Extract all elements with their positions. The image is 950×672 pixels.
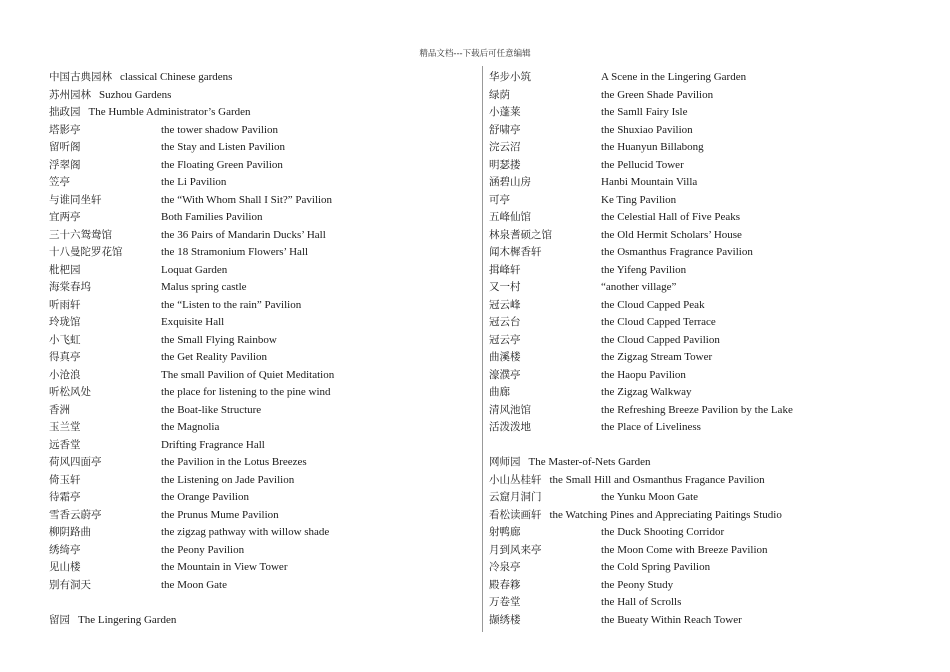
chinese-term: 留园	[49, 613, 70, 626]
chinese-term: 绣绮亭	[49, 543, 81, 556]
glossary-row	[489, 139, 929, 157]
chinese-term: 撷绣楼	[489, 613, 521, 626]
glossary-row	[49, 139, 474, 157]
garden-heading-row	[489, 472, 929, 490]
chinese-term: 远香堂	[49, 438, 81, 451]
chinese-term: 涵碧山房	[489, 176, 531, 188]
glossary-row	[489, 594, 929, 612]
english-translation: the Refreshing Breeze Pavilion by the Lake	[601, 403, 793, 416]
english-translation: the Pavilion in the Lotus Breezes	[161, 456, 307, 468]
glossary-row	[49, 472, 474, 490]
glossary-row	[489, 69, 929, 87]
glossary-row	[49, 454, 474, 472]
glossary-row	[49, 437, 474, 455]
english-translation: the Floating Green Pavilion	[161, 158, 283, 171]
english-translation: the Pellucid Tower	[601, 158, 684, 171]
chinese-term: 海棠春坞	[49, 281, 91, 293]
garden-heading-row	[489, 454, 929, 472]
glossary-row	[489, 367, 929, 385]
chinese-term: 万卷堂	[489, 596, 521, 608]
glossary-row	[489, 419, 929, 437]
glossary-row	[49, 507, 474, 525]
right-column	[489, 69, 929, 629]
chinese-term: 舒啸亭	[489, 123, 521, 136]
chinese-term: 听松风处	[49, 386, 91, 398]
chinese-term: 香洲	[49, 403, 70, 416]
glossary-row	[489, 542, 929, 560]
chinese-term: 塔影亭	[49, 123, 81, 136]
english-translation: the Shuxiao Pavilion	[601, 123, 693, 136]
english-translation: the Small Hill and Osmanthus Fragance Pavilion	[549, 473, 765, 486]
english-translation: the 18 Stramonium Flowers’ Hall	[161, 246, 309, 258]
english-translation: the Huanyun Billabong	[601, 141, 704, 153]
chinese-term: 绿荫	[489, 88, 510, 101]
chinese-term: 濠濮亭	[489, 368, 521, 381]
english-translation: the Place of Liveliness	[601, 421, 701, 433]
chinese-term: 三十六鸳鸯馆	[49, 228, 112, 241]
chinese-term: 小山丛桂轩	[489, 473, 542, 486]
chinese-term: 倚玉轩	[49, 473, 81, 486]
glossary-row	[49, 489, 474, 507]
english-translation: the Cloud Capped Terrace	[601, 316, 716, 328]
english-translation: the tower shadow Pavilion	[161, 123, 279, 136]
chinese-term: 月到风来亭	[489, 543, 542, 556]
garden-heading-row	[489, 507, 929, 525]
chinese-term: 明瑟搂	[489, 158, 521, 171]
glossary-row	[489, 262, 929, 280]
chinese-term: 拙政园	[49, 106, 81, 118]
english-translation: Ke Ting Pavilion	[601, 193, 677, 206]
chinese-term: 林泉耆硕之馆	[489, 228, 552, 241]
english-translation: The Master-of-Nets Garden	[528, 456, 651, 468]
glossary-row	[489, 209, 929, 227]
english-translation: the Zigzag Walkway	[601, 386, 692, 398]
english-translation: the zigzag pathway with willow shade	[161, 526, 330, 538]
chinese-term: 云窟月洞门	[489, 491, 542, 503]
english-translation: the Cold Spring Pavilion	[601, 561, 711, 573]
glossary-row	[49, 227, 474, 245]
glossary-row	[49, 419, 474, 437]
glossary-row	[49, 174, 474, 192]
english-translation: the Cloud Capped Peak	[601, 298, 705, 311]
english-translation: the place for listening to the pine wind	[161, 386, 331, 398]
glossary-row	[49, 122, 474, 140]
chinese-term: 别有洞天	[49, 578, 91, 591]
chinese-term: 冠云峰	[489, 298, 521, 311]
chinese-term: 殿春簃	[489, 578, 521, 591]
glossary-row	[489, 489, 929, 507]
garden-heading-row	[49, 87, 474, 105]
english-translation: Exquisite Hall	[161, 316, 225, 328]
glossary-row	[49, 524, 474, 542]
english-translation: the Moon Gate	[161, 578, 227, 591]
glossary-row	[49, 279, 474, 297]
english-translation: the Peony Study	[601, 578, 674, 591]
page-header: 精品文档---下载后可任意编辑	[419, 49, 531, 59]
english-translation: A Scene in the Lingering Garden	[601, 71, 747, 83]
english-translation: the Samll Fairy Isle	[601, 106, 688, 118]
glossary-row	[489, 349, 929, 367]
chinese-term: 网师园	[489, 456, 521, 468]
chinese-term: 雪香云蔚亭	[49, 508, 102, 521]
glossary-row	[49, 297, 474, 315]
glossary-row	[489, 402, 929, 420]
glossary-row	[489, 577, 929, 595]
chinese-term: 小沧浪	[49, 368, 81, 381]
garden-heading-row	[49, 69, 474, 87]
chinese-term: 又一村	[489, 281, 521, 293]
chinese-term: 活泼泼地	[489, 421, 531, 433]
english-translation: Suzhou Gardens	[99, 88, 172, 101]
english-translation: the Stay and Listen Pavilion	[161, 141, 286, 153]
chinese-term: 笠亭	[49, 176, 70, 188]
spacer-row	[49, 594, 474, 612]
column-divider	[482, 66, 483, 632]
chinese-term: 荷风四面亭	[49, 456, 102, 468]
chinese-term: 十八曼陀罗花馆	[49, 246, 123, 258]
english-translation: the Celestial Hall of Five Peaks	[601, 211, 740, 223]
glossary-row	[49, 314, 474, 332]
chinese-term: 冠云台	[489, 316, 521, 328]
english-translation: the “With Whom Shall I Sit?” Pavilion	[161, 193, 333, 206]
english-translation: Malus spring castle	[161, 281, 247, 293]
english-translation: the Bueaty Within Reach Tower	[601, 613, 742, 626]
chinese-term: 柳阴路曲	[49, 526, 91, 538]
chinese-term: 与谁同坐轩	[49, 193, 102, 206]
chinese-term: 得真亭	[49, 351, 81, 363]
glossary-row	[489, 559, 929, 577]
english-translation: the Orange Pavilion	[161, 491, 249, 503]
english-translation: the Cloud Capped Pavilion	[601, 333, 720, 346]
english-translation: Drifting Fragrance Hall	[161, 438, 265, 451]
glossary-row	[49, 367, 474, 385]
english-translation: the Zigzag Stream Tower	[601, 351, 713, 363]
glossary-row	[49, 262, 474, 280]
chinese-term: 小蓬莱	[489, 106, 521, 118]
glossary-row	[489, 122, 929, 140]
glossary-row	[49, 542, 474, 560]
chinese-term: 浮翠阁	[49, 158, 81, 171]
glossary-row	[489, 297, 929, 315]
english-translation: the Yifeng Pavilion	[601, 263, 687, 276]
glossary-row	[489, 174, 929, 192]
glossary-row	[489, 612, 929, 630]
english-translation: classical Chinese gardens	[120, 71, 233, 83]
chinese-term: 揖峰轩	[489, 263, 521, 276]
chinese-term: 冷泉亭	[489, 561, 521, 573]
chinese-term: 射鸭廊	[489, 526, 521, 538]
english-translation: the Get Reality Pavilion	[161, 351, 268, 363]
chinese-term: 见山楼	[49, 561, 81, 573]
glossary-row	[489, 384, 929, 402]
english-translation: the Osmanthus Fragrance Pavilion	[601, 246, 753, 258]
english-translation: the Mountain in View Tower	[161, 561, 288, 573]
chinese-term: 玉兰堂	[49, 421, 81, 433]
english-translation: The Lingering Garden	[78, 613, 177, 626]
english-translation: the Haopu Pavilion	[601, 368, 686, 381]
chinese-term: 清风池馆	[489, 403, 531, 416]
english-translation: the Small Flying Rainbow	[161, 333, 277, 346]
glossary-row	[489, 104, 929, 122]
english-translation: “another village”	[601, 281, 677, 293]
glossary-row	[489, 332, 929, 350]
glossary-row	[489, 244, 929, 262]
garden-heading-row	[49, 104, 474, 122]
glossary-row	[489, 524, 929, 542]
chinese-term: 中国古典园林	[49, 71, 112, 83]
english-translation: the Watching Pines and Appreciating Paitings Studio	[549, 508, 782, 521]
english-translation: the Peony Pavilion	[161, 543, 245, 556]
english-translation: the Duck Shooting Corridor	[601, 526, 725, 538]
english-translation: the Old Hermit Scholars’ House	[601, 228, 742, 241]
english-translation: the Green Shade Pavilion	[601, 88, 714, 101]
glossary-row	[489, 227, 929, 245]
chinese-term: 枇杷园	[49, 263, 81, 276]
chinese-term: 留听阁	[49, 141, 81, 153]
chinese-term: 曲廊	[489, 386, 510, 398]
glossary-row	[489, 192, 929, 210]
english-translation: the Magnolia	[161, 421, 220, 433]
glossary-row	[489, 314, 929, 332]
chinese-term: 宜两亭	[49, 211, 81, 223]
english-translation: the “Listen to the rain” Pavilion	[161, 298, 302, 311]
glossary-row	[49, 349, 474, 367]
glossary-row	[489, 157, 929, 175]
glossary-row	[489, 87, 929, 105]
chinese-term: 小飞虹	[49, 333, 81, 346]
chinese-term: 华步小筑	[489, 71, 531, 83]
left-column	[49, 69, 474, 629]
glossary-row	[49, 384, 474, 402]
english-translation: the Listening on Jade Pavilion	[161, 473, 295, 486]
glossary-row	[49, 192, 474, 210]
glossary-row	[489, 279, 929, 297]
chinese-term: 看松读画轩	[489, 508, 542, 521]
glossary-row	[49, 402, 474, 420]
english-translation: Both Families Pavilion	[161, 211, 263, 223]
glossary-row	[49, 559, 474, 577]
english-translation: Loquat Garden	[161, 263, 228, 276]
chinese-term: 五峰仙馆	[489, 211, 531, 223]
chinese-term: 曲溪楼	[489, 351, 521, 363]
english-translation: the Li Pavilion	[161, 176, 227, 188]
garden-heading-row	[49, 612, 474, 630]
chinese-term: 待霜亭	[49, 491, 81, 503]
english-translation: the 36 Pairs of Mandarin Ducks’ Hall	[161, 228, 326, 241]
english-translation: The small Pavilion of Quiet Meditation	[161, 368, 335, 381]
glossary-row	[49, 332, 474, 350]
english-translation: the Boat-like Structure	[161, 403, 262, 416]
glossary-row	[49, 157, 474, 175]
english-translation: the Prunus Mume Pavilion	[161, 508, 279, 521]
chinese-term: 可亭	[489, 193, 510, 206]
chinese-term: 冠云亭	[489, 333, 521, 346]
english-translation: the Yunku Moon Gate	[601, 491, 699, 503]
english-translation: Hanbi Mountain Villa	[601, 176, 698, 188]
english-translation: The Humble Administrator’s Garden	[88, 106, 251, 118]
english-translation: the Hall of Scrolls	[601, 596, 682, 608]
chinese-term: 玲珑馆	[49, 316, 81, 328]
english-translation: the Moon Come with Breeze Pavilion	[601, 543, 768, 556]
chinese-term: 苏州园林	[49, 88, 91, 101]
glossary-row	[49, 244, 474, 262]
chinese-term: 听雨轩	[49, 298, 81, 311]
glossary-row	[49, 209, 474, 227]
chinese-term: 闻木樨香轩	[489, 246, 542, 258]
spacer-row	[489, 437, 929, 455]
glossary-row	[49, 577, 474, 595]
chinese-term: 浣云沼	[489, 141, 521, 153]
